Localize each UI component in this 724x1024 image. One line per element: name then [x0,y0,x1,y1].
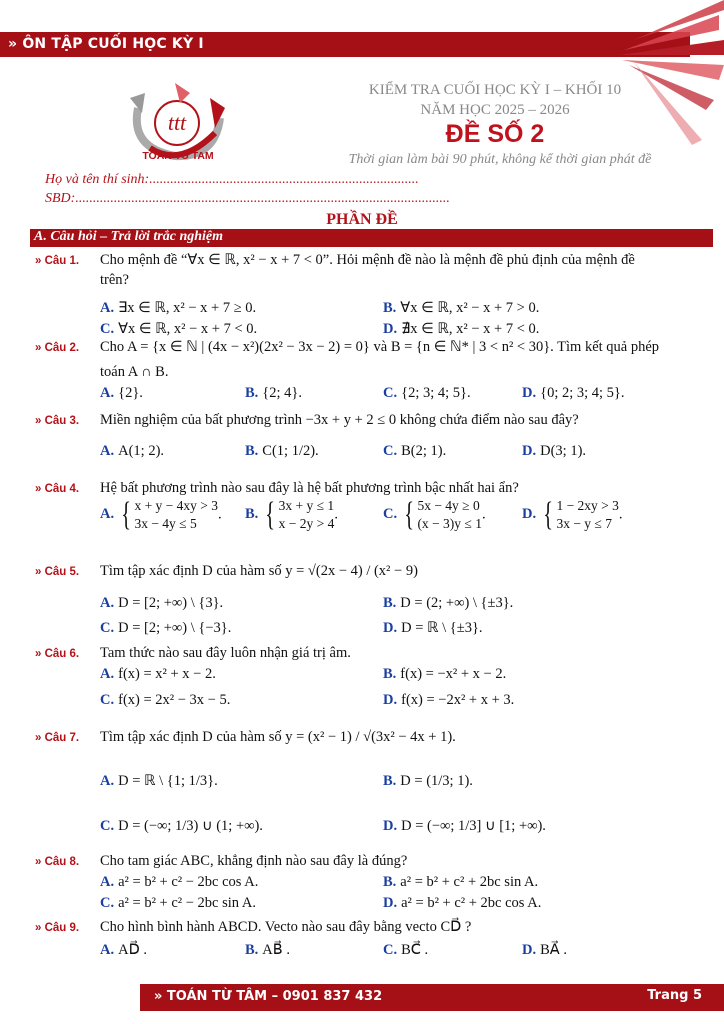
period: . [481,506,486,523]
option-text: f(x) = −x² + x − 2. [400,666,507,682]
brace-symbol: { [121,496,132,533]
option-key: C. [100,895,115,911]
period: . [334,506,338,523]
answer-option[interactable] [100,818,263,835]
option-text: {2; 3; 4; 5}. [401,385,471,401]
answer-option[interactable] [383,874,538,891]
question-label: » Câu 6. [35,648,80,660]
option-text: AD⃗ . [118,942,147,958]
system-line: x − 2y > 4 [278,516,335,531]
answer-option[interactable] [245,497,338,533]
option-key: A. [100,443,115,459]
option-text: f(x) = x² + x − 2. [118,666,216,682]
option-text: {0; 2; 3; 4; 5}. [540,385,625,401]
option-key: B. [245,942,259,958]
option-text: D = (2; +∞) \ {±3}. [400,595,514,611]
option-text: B(2; 1). [401,443,447,459]
option-text: a² = b² + c² − 2bc sin A. [118,895,256,911]
answer-option[interactable] [100,666,216,683]
option-text: AB⃗ . [262,942,290,958]
system-lines [556,497,618,533]
option-key: B. [383,773,397,789]
option-text: D = (1/3; 1). [400,773,473,789]
option-text: D = ℝ \ {±3}. [401,620,483,636]
sbd-field: SBD:........................................................................................................... [45,191,450,206]
answer-option[interactable] [100,620,231,637]
exam-line-2: NĂM HỌC 2025 – 2026 [420,102,570,118]
answer-option[interactable] [100,692,230,709]
option-text: A(1; 2). [118,443,165,459]
option-text: {2}. [118,385,143,401]
question-label: » Câu 5. [35,566,80,578]
option-key: C. [100,692,115,708]
answer-option[interactable] [100,773,218,790]
brace-symbol: { [543,496,554,533]
section-bar [30,229,713,247]
question-text: Hệ bất phương trình nào sau đây là hệ bất phương trình bậc nhất hai ẩn? [100,480,519,496]
system-line: 3x − 4y ≤ 5 [134,516,197,531]
option-key: C. [383,443,398,459]
option-key: D. [383,620,398,636]
answer-option[interactable] [383,818,546,835]
answer-option[interactable] [383,773,473,790]
answer-option[interactable] [383,595,513,612]
system-lines [134,497,218,533]
question-text: Cho hình bình hành ABCD. Vecto nào sau đây bằng vecto CD⃗ ? [100,919,472,935]
option-key: A. [100,773,115,789]
answer-option[interactable] [100,895,256,912]
question-text: toán A ∩ B. [100,364,169,380]
option-key: B. [383,595,397,611]
option-key: B. [383,666,397,682]
option-key: A. [100,385,115,401]
page-number: Trang 5 [647,988,702,1003]
option-key: C. [383,942,398,958]
option-text: ∄x ∈ ℝ, x² − x + 7 < 0. [401,321,540,337]
period: . [218,506,222,523]
option-text: C(1; 1/2). [262,443,319,459]
answer-option[interactable] [383,942,428,959]
option-key: C. [100,321,115,337]
answer-option[interactable] [522,385,625,402]
answer-option[interactable] [245,942,290,959]
question-text: Tìm tập xác định D của hàm số y = √(2x − 4) / (x² − 9) [100,563,418,579]
option-key: C. [100,620,115,636]
option-text: BA⃗ . [540,942,567,958]
answer-option[interactable] [383,443,446,460]
section-title: A. Câu hỏi – Trả lời trắc nghiệm [34,229,224,244]
option-text: a² = b² + c² − 2bc cos A. [118,874,259,890]
exam-line-1: KIỂM TRA CUỐI HỌC KỲ I – KHỐI 10 [368,82,622,98]
answer-option[interactable] [383,895,541,912]
answer-option[interactable] [100,385,143,402]
system-line: (x − 3)y ≤ 1 [417,516,482,531]
exam-title: ĐỀ SỐ 2 [445,120,545,148]
answer-option[interactable] [100,595,223,612]
option-text: D = (−∞; 1/3] ∪ [1; +∞). [401,818,546,834]
answer-option[interactable] [100,300,256,317]
answer-option[interactable] [383,620,483,637]
option-text: D(3; 1). [540,443,587,459]
top-banner [0,32,690,57]
answer-option[interactable] [383,666,506,683]
option-text: a² = b² + c² + 2bc sin A. [400,874,539,890]
option-key: A. [100,666,115,682]
option-key: A. [100,506,115,523]
option-text: D = [2; +∞) \ {−3}. [118,620,232,636]
option-key: B. [245,506,259,523]
option-text: a² = b² + c² + 2bc cos A. [401,895,542,911]
answer-option[interactable] [383,321,539,338]
answer-option[interactable] [522,942,567,959]
question-label: » Câu 3. [35,415,80,427]
option-key: A. [100,595,115,611]
system-line: 1 − 2xy > 3 [556,498,619,513]
option-text: D = [2; +∞) \ {3}. [118,595,224,611]
system-lines [279,497,335,533]
answer-option[interactable] [245,385,302,402]
inequality-system [540,497,619,533]
option-text: D = ℝ \ {1; 1/3}. [118,773,218,789]
question-label: » Câu 9. [35,922,80,934]
name-field: Họ và tên thí sinh:............................................................................. [45,172,419,187]
brace-symbol: { [404,496,415,533]
inequality-system [262,497,334,533]
option-key: D. [383,692,398,708]
question-text: Cho mệnh đề “∀x ∈ ℝ, x² − x + 7 < 0”. Hỏi mệnh đề nào là mệnh đề phủ định của mệnh đề [100,252,635,268]
inequality-system [401,497,482,533]
answer-option[interactable] [522,443,586,460]
question-label: » Câu 1. [35,255,80,267]
option-key: C. [100,818,115,834]
option-text: f(x) = −2x² + x + 3. [401,692,515,708]
option-key: A. [100,300,115,316]
question-text: Cho A = {x ∈ ℕ | (4x − x²)(2x² − 3x − 2) = 0} và B = {n ∈ ℕ* | 3 < n² < 30}. Tìm kết quả phép [100,339,660,355]
logo-text: TOAN TU TAM [142,150,214,162]
option-text: ∀x ∈ ℝ, x² − x + 7 > 0. [400,300,540,316]
option-text: ∃x ∈ ℝ, x² − x + 7 ≥ 0. [118,300,257,316]
option-key: A. [100,874,115,890]
answer-option[interactable] [383,692,514,709]
option-text: f(x) = 2x² − 3x − 5. [118,692,231,708]
system-line: x + y − 4xy > 3 [134,498,219,513]
option-text: BC⃗ . [401,942,429,958]
question-label: » Câu 8. [35,856,80,868]
question-text: Miền nghiệm của bất phương trình −3x + y + 2 ≤ 0 không chứa điểm nào sau đây? [100,412,579,428]
footer-bar [140,984,724,1011]
option-key: C. [383,385,398,401]
option-key: C. [383,506,398,523]
option-key: B. [383,300,397,316]
option-key: D. [522,942,537,958]
system-line: 5x − 4y ≥ 0 [417,498,480,513]
exam-time: Thời gian làm bài 90 phút, không kể thời gian phát đề [348,152,652,167]
question-label: » Câu 4. [35,483,80,495]
option-key: B. [245,443,259,459]
answer-option[interactable] [383,300,539,317]
option-text: {2; 4}. [262,385,302,401]
answer-option[interactable] [522,497,623,533]
option-key: D. [383,321,398,337]
system-line: 3x − y ≤ 7 [556,516,612,531]
question-label: » Câu 7. [35,732,80,744]
part-title: PHẦN ĐỀ [326,211,398,228]
answer-option[interactable] [100,321,257,338]
option-key: D. [522,385,537,401]
question-text: trên? [100,272,129,288]
option-key: D. [383,818,398,834]
option-text: D = (−∞; 1/3) ∪ (1; +∞). [118,818,263,834]
option-text: ∀x ∈ ℝ, x² − x + 7 < 0. [118,321,258,337]
answer-option[interactable] [245,443,319,460]
footer-contact: » TOÁN TỪ TÂM – 0901 837 432 [154,989,383,1004]
option-key: D. [522,506,537,523]
answer-option[interactable] [383,385,471,402]
option-key: A. [100,942,115,958]
question-text: Tìm tập xác định D của hàm số y = (x² − 1) / √(3x² − 4x + 1). [100,729,456,745]
banner-text: » ÔN TẬP CUỐI HỌC KỲ I [8,36,204,52]
option-key: D. [522,443,537,459]
question-text: Cho tam giác ABC, khẳng định nào sau đây là đúng? [100,853,408,869]
answer-option[interactable] [100,497,222,533]
question-text: Tam thức nào sau đây luôn nhận giá trị âm. [100,645,351,661]
answer-option[interactable] [100,874,258,891]
option-key: B. [383,874,397,890]
option-key: B. [245,385,259,401]
answer-option[interactable] [100,942,147,959]
answer-option[interactable] [100,443,164,460]
system-line: 3x + y ≤ 1 [278,498,335,513]
period: . [618,506,623,523]
answer-option[interactable] [383,497,486,533]
inequality-system [118,497,218,533]
system-lines [417,497,482,533]
brace-symbol: { [265,496,276,533]
question-label: » Câu 2. [35,342,80,354]
logo-mark: ttt [167,110,187,135]
option-key: D. [383,895,398,911]
